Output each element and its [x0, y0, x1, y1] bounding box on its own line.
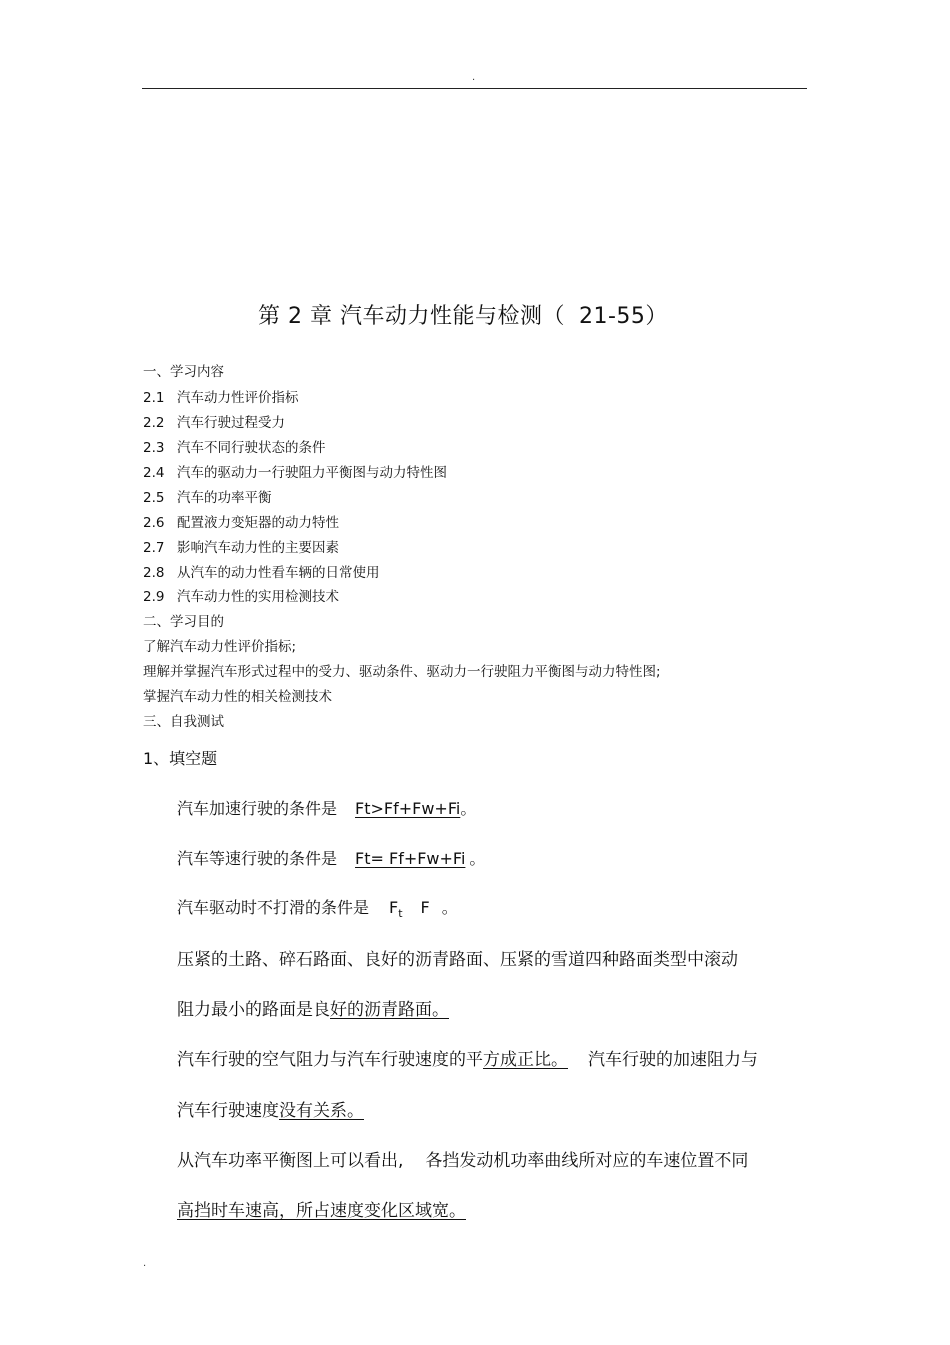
question-power-balance-line1: 从汽车功率平衡图上可以看出, 各挡发动机功率曲线所对应的车速位置不同	[177, 1151, 749, 1171]
test-heading: 三、自我测试	[143, 714, 224, 730]
content-heading: 一、学习内容	[143, 364, 224, 380]
answer-accel: Ft>Ff+Fw+Fi	[355, 799, 461, 818]
header-rule	[142, 88, 807, 89]
question-rolling-resistance-line1: 压紧的土路、碎石路面、良好的沥青路面、压紧的雪道四种路面类型中滚动	[177, 950, 738, 970]
answer-air-resistance: 方成正比。	[483, 1050, 568, 1070]
question-rolling-resistance-line2: 阻力最小的路面是良好的沥青路面。	[177, 1000, 449, 1020]
answer-rolling-resistance: 好的沥青路面。	[330, 1000, 449, 1020]
toc-item: 2.1 汽车动力性评价指标	[143, 390, 299, 406]
toc-item: 2.5 汽车的功率平衡	[143, 490, 272, 506]
toc-item: 2.7 影响汽车动力性的主要因素	[143, 540, 339, 556]
toc-item: 2.8 从汽车的动力性看车辆的日常使用	[143, 565, 380, 581]
question-power-balance-line2	[177, 1196, 466, 1221]
title-range: 21-55）	[578, 304, 668, 329]
question-constant-speed: 汽车等速行驶的条件是 Ft= Ff+Fw+Fi 。	[177, 849, 486, 868]
question-accel: 汽车加速行驶的条件是 Ft>Ff+Fw+Fi。	[177, 799, 477, 818]
toc-item: 2.4 汽车的驱动力一行驶阻力平衡图与动力特性图	[143, 465, 447, 481]
answer-power-balance: 高挡时车速高，所占速度变化区域宽。	[177, 1201, 466, 1221]
header-dot: .	[472, 72, 476, 83]
goal-item: 掌握汽车动力性的相关检测技术	[143, 689, 332, 705]
answer-accel-resistance: 没有关系。	[279, 1101, 364, 1121]
footer-dot: .	[143, 1258, 147, 1269]
question-no-slip: 汽车驱动时不打滑的条件是 $F_t$ F 。	[177, 898, 458, 920]
goal-heading: 二、学习目的	[143, 614, 224, 630]
page-title	[258, 299, 668, 330]
fill-blank-heading: 1、填空题	[143, 749, 218, 768]
title-prefix: 第 2 章 汽车动力性能与检测（	[258, 304, 565, 329]
question-air-resistance-line1: 汽车行驶的空气阻力与汽车行驶速度的平方成正比。 汽车行驶的加速阻力与	[177, 1050, 758, 1070]
toc-item: 2.3 汽车不同行驶状态的条件	[143, 440, 326, 456]
toc-item: 2.2 汽车行驶过程受力	[143, 415, 285, 431]
goal-item: 了解汽车动力性评价指标;	[143, 639, 297, 655]
goal-item: 理解并掌握汽车形式过程中的受力、驱动条件、驱动力一行驶阻力平衡图与动力特性图;	[143, 664, 661, 680]
question-air-resistance-line2: 汽车行驶速度没有关系。	[177, 1101, 364, 1121]
toc-item: 2.6 配置液力变矩器的动力特性	[143, 515, 339, 531]
toc-item: 2.9 汽车动力性的实用检测技术	[143, 589, 339, 605]
answer-constant-speed: Ft= Ff+Fw+Fi	[355, 849, 466, 868]
